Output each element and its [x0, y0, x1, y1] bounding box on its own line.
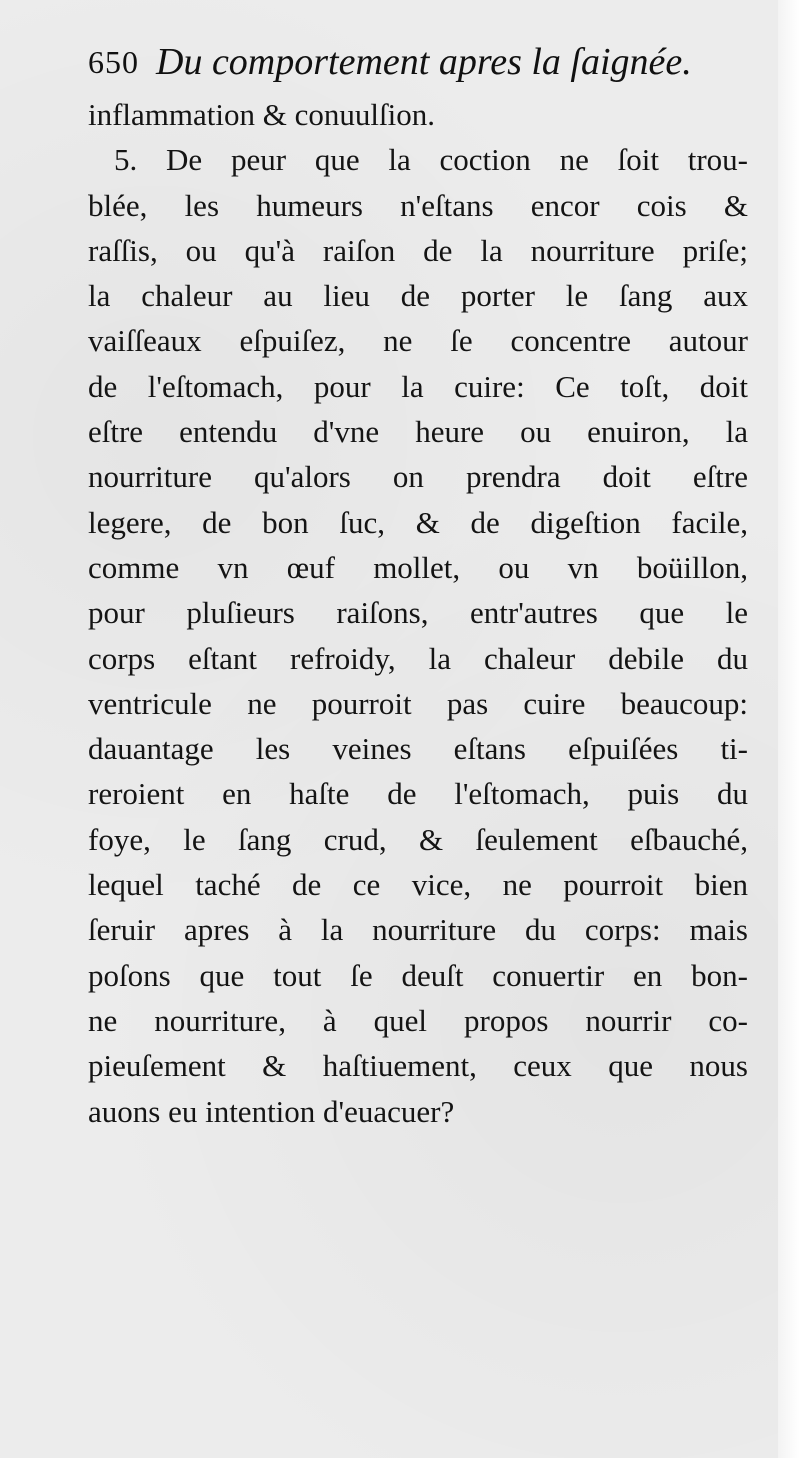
page-edge [778, 0, 800, 1458]
text-line: lequel taché de ce vice, ne pourroit bien [88, 867, 748, 903]
text-line: de l'eſtomach, pour la cuire: Ce toſt, doit [88, 368, 748, 404]
text-line: reroient en haſte de l'eſtomach, puis du [88, 776, 748, 812]
text-line: eſtre entendu d'vne heure ou enuiron, la [88, 414, 748, 450]
text-line: comme vn œuf mollet, ou vn boüillon, [88, 549, 748, 585]
text-line: ventricule ne pourroit pas cuire beaucoup: [88, 685, 748, 721]
text-line: legere, de bon ſuc, & de digeſtion facile, [88, 504, 748, 540]
text-line: ſeruir apres à la nourriture du corps: mais [88, 912, 748, 948]
body-text [88, 92, 748, 1134]
text-line: inflammation & conuulſion. [88, 97, 435, 132]
text-line: raſſis, ou qu'à raiſon de la nourriture priſe; [88, 232, 748, 268]
text-line: corps eſtant refroidy, la chaleur debile du [88, 640, 748, 676]
text-line: nourriture qu'alors on prendra doit eſtre [88, 459, 748, 495]
page-header [88, 40, 708, 90]
text-line: ne nourriture, à quel propos nourrir co- [88, 1002, 748, 1038]
text-line: la chaleur au lieu de porter le ſang aux [88, 278, 748, 314]
text-line: 5. De peur que la coction ne ſoit trou- [114, 142, 748, 178]
text-line: pour pluſieurs raiſons, entr'autres que le [88, 595, 748, 631]
page-number: 650 [88, 44, 139, 80]
running-title: Du comportement apres la ſaignée. [156, 41, 692, 83]
text-line: dauantage les veines eſtans eſpuiſées ti- [88, 731, 748, 767]
text-line: vaiſſeaux eſpuiſez, ne ſe concentre autour [88, 323, 748, 359]
text-line: pieuſement & haſtiuement, ceux que nous [88, 1048, 748, 1084]
text-line: foye, le ſang crud, & ſeulement eſbauché, [88, 821, 748, 857]
text-line: auons eu intention d'euacuer? [88, 1093, 455, 1129]
text-line: poſons que tout ſe deuſt conuertir en bon- [88, 957, 748, 993]
text-line: blée, les humeurs n'eſtans encor cois & [88, 187, 748, 223]
